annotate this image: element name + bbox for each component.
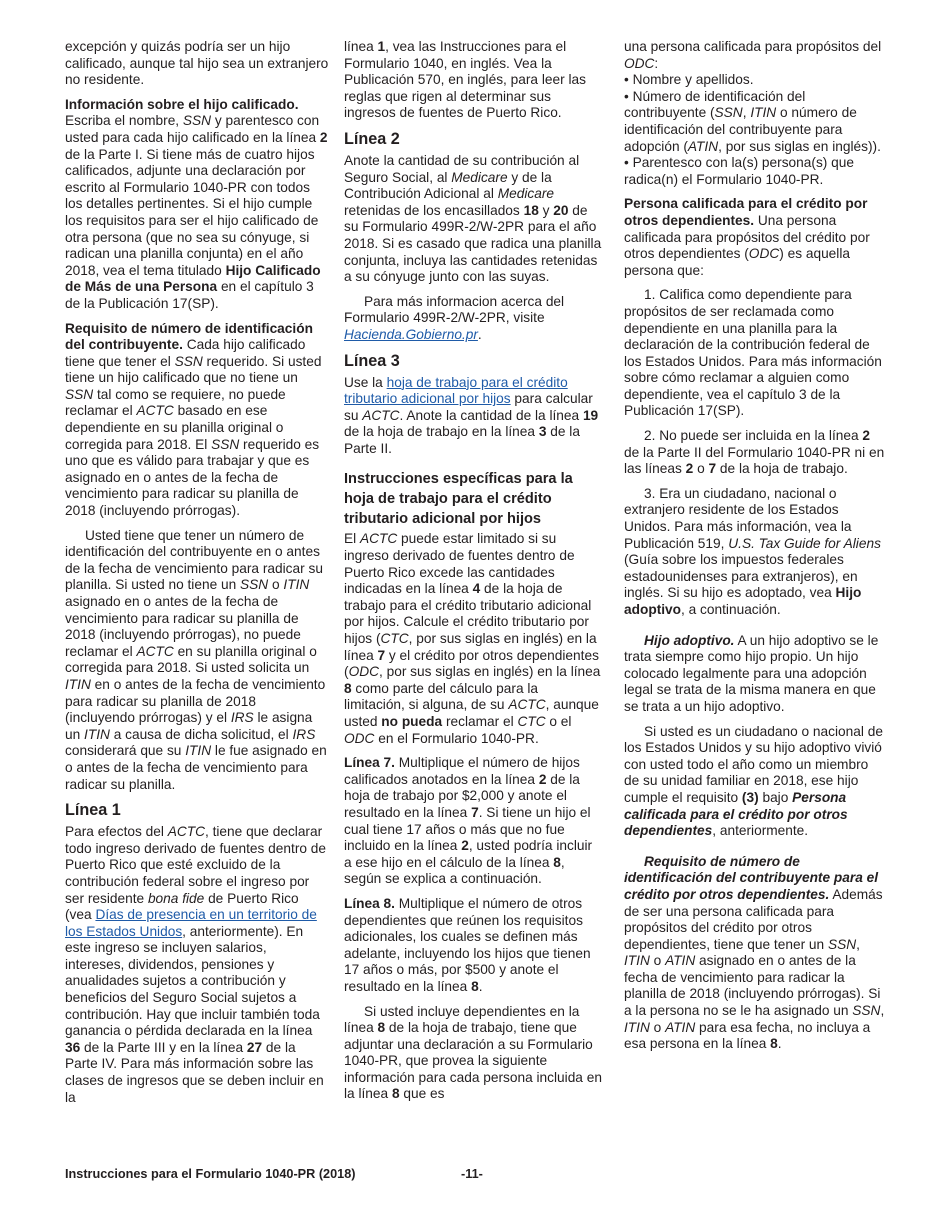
paragraph-heading: Hijo adoptivo. [644, 632, 735, 648]
numbered-item: 1. Califica como dependiente para propósitos de ser reclamada como dependiente en una planilla para la declaración de la contribución federal de los Estados Unidos. Para más información sobre cómo reclamar a alguien como dependiente, vea el capítulo 3 de la Publicación 17(SP). [624, 287, 882, 419]
paragraph: excepción y quizás podría ser un hijo calificado, aunque tal hijo sea un extranjero no residente. [65, 39, 329, 88]
paragraph-hijo-adoptivo: Hijo adoptivo. A un hijo adoptivo se le trata siempre como hijo propio. Un hijo colocado legalmente para una adopción legal se trata de la misma manera en que se trata a un hijo adoptivo. [624, 632, 879, 714]
paragraph-linea-8: Línea 8. Multiplique el número de otros dependientes que reúnen los requisitos adicionales, los cuales se definen más adelante, incluyendo los hijos que tienen 17 años o más, por $500 y anote el resultado en la línea 8. [344, 895, 591, 994]
section-heading-linea-1: Línea 1 [65, 801, 121, 820]
paragraph-linea-7: Línea 7. Multiplique el número de hijos calificados anotados en la línea 2 de la hoja de trabajo por $2,000 y anote el resultado en la línea 7. Si tiene un hijo el cual tiene 17 años o más que no fue incluido en la línea 2, usted podría incluir a ese hijo en el cálculo de la línea 8, según se explica a continuación. [344, 755, 593, 887]
paragraph: Si usted es un ciudadano o nacional de los Estados Unidos y su hijo adoptivo vivió con usted todo el año como un miembro de su unidad familiar en 2018, ese hijo cumple el requisito (3) bajo Persona calificada para el crédito por otros dependientes, anteriormente. [624, 723, 883, 839]
footer-title: Instrucciones para el Formulario 1040-PR (2018) [65, 1167, 356, 1181]
paragraph: Para más informacion acerca del Formulario 499R-2/W-2PR, visite Hacienda.Gobierno.pr. [344, 293, 565, 342]
section-heading-linea-3: Línea 3 [344, 351, 400, 370]
list-item: • Nombre y apellidos. [624, 72, 754, 88]
paragraph: línea 1, vea las Instrucciones para el Formulario 1040, en inglés. Vea la Publicación 570, en inglés, para leer las reglas que rigen al determinar sus ingresos de fuentes de Puerto Rico. [344, 39, 586, 121]
paragraph: Para efectos del ACTC, tiene que declarar todo ingreso derivado de fuentes dentro de Puerto Rico que esté excluido de la contribución federal sobre el ingreso por ser residente bona fide de Puerto Rico (vea Días de presencia en un territorio de los Estados Unidos, anteriormente). En este ingreso se incluyen salarios, intereses, dividendos, pensiones y anualidades sujetos a contribución y beneficios del Seguro Social sujetos a contribución. Hay que incluir también toda ganancia o pérdida declarada en la línea 36 de la Parte III y en la línea 27 de la Parte IV. Para más información sobre las clases de ingresos que se deben incluir en la [65, 824, 327, 1105]
paragraph-heading: Información sobre el hijo calificado. [65, 96, 299, 112]
paragraph: El ACTC puede estar limitado si su ingreso derivado de fuentes dentro de Puerto Rico excede las cantidades indicadas en la línea 4 de la hoja de trabajo para el crédito tributario adicional por hijos. Calcule el crédito tributario por hijos (CTC, por sus siglas en inglés) en la línea 7 y el crédito por otros dependientes (ODC, por sus siglas en inglés) en la línea 8 como parte del cálculo para la limitación, si alguna, de su ACTC, aunque usted no pueda reclamar el CTC o el ODC en el Formulario 1040-PR. [344, 531, 601, 746]
column-3 [624, 39, 886, 1053]
link-dias-de-presencia[interactable]: Días de presencia en un territorio de los Estados Unidos [65, 907, 317, 939]
paragraph-taxpayer-id-requirement: Requisito de número de identificación del contribuyente. Cada hijo calificado tiene que tener el SSN requerido. Si usted tiene un hijo calificado que no tiene un SSN tal como se requiere, no puede reclamar el ACTC basado en ese dependiente en su planilla original o corregida para 2018. El SSN requerido es uno que es válido para trabajar y que es asignado en o antes de la fecha de vencimiento para radicar su planilla de 2018 (incluyendo prórrogas). [65, 320, 322, 519]
link-hoja-de-trabajo[interactable]: hoja de trabajo para el crédito tributario adicional por hijos [344, 374, 568, 407]
paragraph: Anote la cantidad de su contribución al Seguro Social, al Medicare y de la Contribución Adicional al Medicare retenidas de los encasillados 18 y 20 de su Formulario 499R-2/W-2PR para el año 2018. Si es casado que radica una planilla conjunta, incluya las cantidades retenidas a su cónyuge junto con las suyas. [344, 152, 602, 285]
numbered-item: 2. No puede ser incluida en la línea 2 de la Parte II del Formulario 1040-PR ni en las líneas 2 o 7 de la hoja de trabajo. [624, 428, 885, 477]
paragraph: una persona calificada para propósitos del ODC: [624, 39, 882, 71]
paragraph-heading: Línea 7. [344, 755, 395, 771]
column-2 [344, 39, 602, 1103]
column-1 [65, 39, 329, 1106]
numbered-item: 3. Era un ciudadano, nacional o extranjero residente de los Estados Unidos. Para más información, vea la Publicación 519, U.S. Tax Guide for Aliens (Guía sobre los impuestos federales estadounidenses para extranjeros), en inglés. Si su hijo es adoptado, vea Hijo adoptivo, a continuación. [624, 485, 881, 617]
paragraph-heading: Línea 8. [344, 895, 395, 911]
page-number: -11- [461, 1167, 483, 1181]
link-hacienda[interactable]: Hacienda.Gobierno.pr [344, 326, 478, 342]
list-item: • Parentesco con la(s) persona(s) que radica(n) el Formulario 1040-PR. [624, 155, 854, 187]
paragraph-requisito-odc: Requisito de número de identificación del contribuyente para el crédito por otros dependientes. Además de ser una persona calificada para propósitos del crédito por otros dependientes, tiene que tener un SSN, ITIN o ATIN asignado en o antes de la fecha de vencimiento para radicar la planilla de 2018 (incluyendo prórrogas). Si a la persona no se le ha asignado un SSN, ITIN o ATIN para esa fecha, no incluya a esa persona en la línea 8. [624, 853, 885, 1052]
section-heading-linea-2: Línea 2 [344, 129, 400, 148]
paragraph-heading: Requisito de número de identificación del contribuyente. [65, 320, 313, 353]
paragraph-heading: Requisito de número de identificación del contribuyente para el crédito por otros dependientes. [624, 853, 879, 902]
list-item: • Número de identificación del contribuyente (SSN, ITIN o número de identificación del contribuyente para adopción (ATIN, por sus siglas en inglés)). [624, 88, 881, 154]
paragraph: Si usted incluye dependientes en la línea 8 de la hoja de trabajo, tiene que adjuntar una declaración a su Formulario 1040-PR, que provea la siguiente información para cada persona incluida en la línea 8 que es [344, 1003, 602, 1102]
paragraph-heading: Persona calificada para el crédito por otros dependientes. [624, 196, 868, 228]
paragraph-qualified-child-info: Información sobre el hijo calificado. Escriba el nombre, SSN y parentesco con usted para cada hijo calificado en la línea 2 de la Parte I. Si tiene más de cuatro hijos calificados, adjunte una declaración por escrito al Formulario 1040-PR con todos los detalles pertinentes. Si el hijo cumple los requisitos para ser el hijo calificado de otra persona (que no sea su cónyuge, si radican una planilla conjunta) en el año 2018, vea el tema titulado Hijo Calificado de Más de una Persona en el capítulo 3 de la Publicación 17(SP). [65, 96, 328, 311]
paragraph: Usted tiene que tener un número de identificación del contribuyente en o antes de la fecha de vencimiento para radicar su planilla. Si usted no tiene un SSN o ITIN asignado en o antes de la fecha de vencimiento para radicar su planilla de 2018 (incluyendo prórrogas), no puede reclamar el ACTC en su planilla original o corregida para 2018. Si usted solicita un ITIN en o antes de la fecha de vencimiento para radicar su planilla de 2018 (incluyendo prórrogas) y el IRS le asigna un ITIN a causa de dicha solicitud, el IRS considerará que su ITIN le fue asignado en o antes de la fecha de vencimiento para radicar su planilla. [65, 527, 327, 792]
paragraph-persona-calificada: Persona calificada para el crédito por otros dependientes. Una persona calificada para propósitos del crédito por otros dependientes (ODC) es aquella persona que: [624, 196, 870, 278]
paragraph: Use la hoja de trabajo para el crédito tributario adicional por hijos para calcular su ACTC. Anote la cantidad de la línea 19 de la hoja de trabajo en la línea 3 de la Parte II. [344, 374, 599, 456]
section-heading-instrucciones: Instrucciones específicas para la hoja de trabajo para el crédito tributario adicional por hijos [344, 471, 573, 528]
